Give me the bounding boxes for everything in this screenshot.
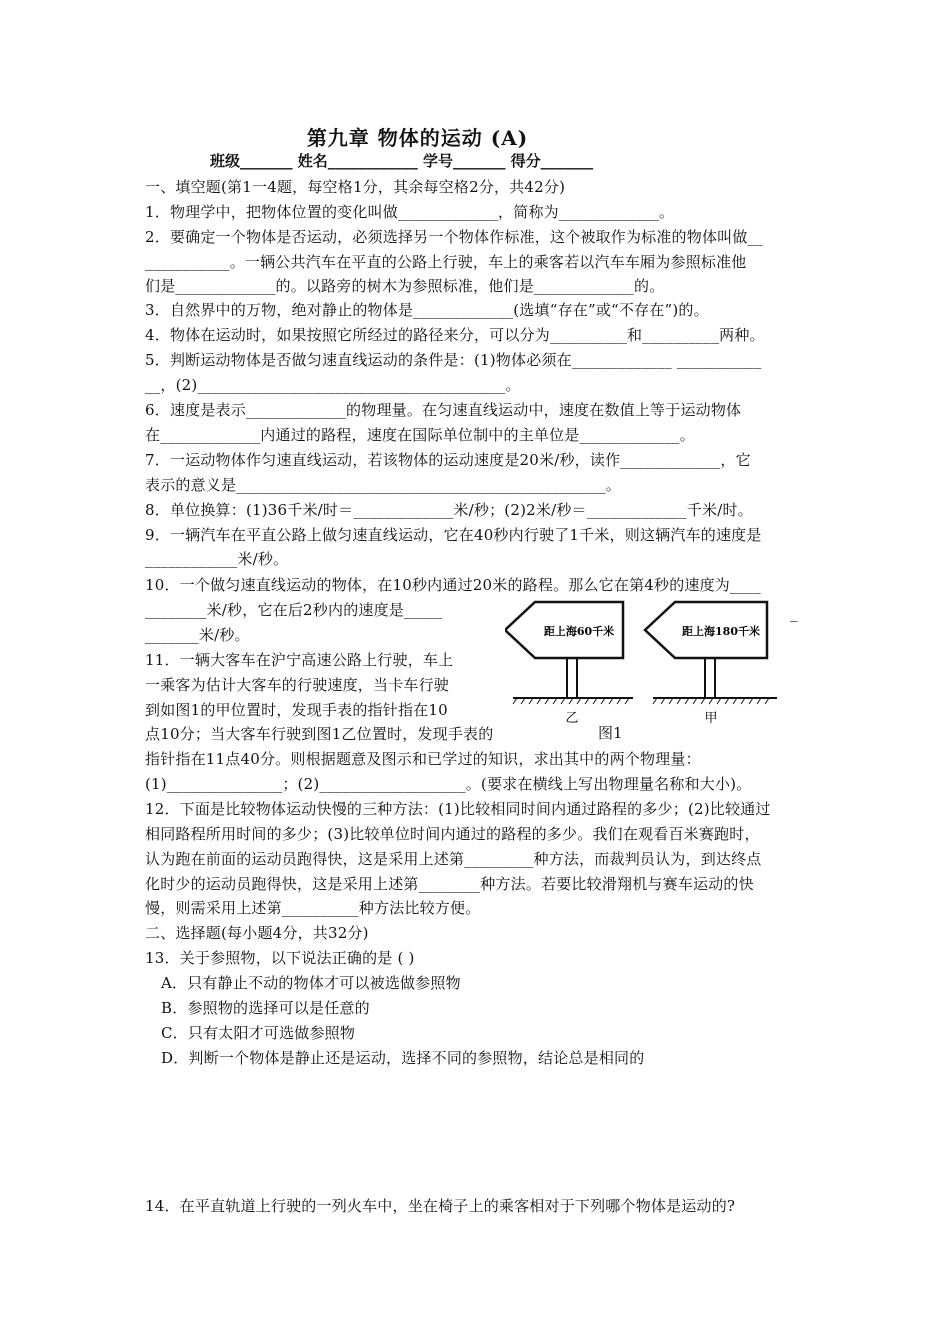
question-14: 14．在平直轨道上行驶的一列火车中，坐在椅子上的乘客相对于下列哪个物体是运动的? [145,1197,736,1215]
question-10-line-1: 10．一个做匀速直线运动的物体，在10秒内通过20米的路程。那么它在第4秒的速度为____ [145,576,761,594]
question-11-line-5: 指针指在11点40分。则根据题意及图示和已学过的知识，求出其中的两个物理量： [145,750,701,768]
question-13: 13．关于参照物，以下说法正确的是 ( ) [145,949,415,967]
sign-yi-text: 距上海60千米 [543,625,615,638]
road-sign-figure [505,598,805,748]
question-9-line-2: ____________米/秒。 [145,550,289,568]
sign-jia-text: 距上海180千米 [682,625,760,638]
figure-caption: 图1 [598,724,623,742]
question-2-line-2: ___________。一辆公共汽车在平直的公路上行驶，车上的乘客若以汽车车厢为参照标准他 [145,253,747,271]
question-2-line-3: 们是_____________的。以路旁的树木为参照标准，他们是_____________的。 [145,277,665,295]
page-title: 第九章 物体的运动 (A) [306,126,529,150]
question-4: 4．物体在运动时，如果按照它所经过的路径来分，可以分为__________和__________两种。 [145,326,765,344]
question-7-line-1: 7．一运动物体作匀速直线运动，若该物体的运动速度是20米/秒，读作_____________，它 [145,451,751,469]
question-8: 8．单位换算：(1)36千米/时＝_____________米/秒；(2)2米/秒＝_____________千米/时。 [145,501,753,519]
question-11-line-2: 一乘客为估计大客车的行驶速度，当卡车行驶 [145,676,450,694]
question-6-line-2: 在_____________内通过的路程，速度在国际单位制中的主单位是_____________。 [145,426,695,444]
question-13-option-c: C．只有太阳才可选做参照物 [161,1024,356,1042]
question-9-line-1: 9．一辆汽车在平直公路上做匀速直线运动，它在40秒内行驶了1千米，则这辆汽车的速度是 [145,526,762,544]
question-5-line-2: __，(2)________________________________________。 [145,376,521,394]
question-12-line-2: 相同路程所用时间的多少；(3)比较单位时间内通过的路程的多少。我们在观看百米赛跑时， [145,825,760,843]
question-12-line-1: 12．下面是比较物体运动快慢的三种方法：(1)比较相同时间内通过路程的多少；(2)比较通过 [145,800,771,818]
section-1-heading: 一、填空题(第1一4题，每空格1分，其余每空格2分，共42分) [145,178,566,196]
question-12-line-3: 认为跑在前面的运动员跑得快，这是采用上述第_________种方法，而裁判员认为，到达终点 [145,850,762,868]
question-13-option-d: D．判断一个物体是静止还是运动，选择不同的参照物，结论总是相同的 [161,1049,645,1067]
question-12-line-5: 慢，则需采用上述第__________种方法比较方便。 [145,899,481,917]
question-13-option-a: A．只有静止不动的物体才可以被选做参照物 [161,974,461,992]
question-3: 3．自然界中的万物，绝对静止的物体是_____________(选填“存在”或“不存在”)的。 [145,301,709,319]
question-10-line-3: _______米/秒。 [145,626,250,644]
question-6-line-1: 6．速度是表示_____________的物理量。在匀速直线运动中，速度在数值上等于运动物体 [145,401,742,419]
question-5-line-1: 5．判断运动物体是否做匀速直线运动的条件是：(1)物体必须在_____________ ___________ [145,351,762,369]
sign-jia [645,602,777,726]
question-7-line-2: 表示的意义是________________________________________________。 [145,476,622,494]
question-13-option-b: B．参照物的选择可以是任意的 [161,999,370,1017]
question-2-line-1: 2．要确定一个物体是否运动，必须选择另一个物体作标准，这个被取作为标准的物体叫做__ [145,228,763,246]
sign-jia-label: 甲 [704,711,718,726]
section-2-heading: 二、选择题(每小题4分，共32分) [145,924,369,942]
question-11-line-4: 点10分；当大客车行驶到图1乙位置时，发现手表的 [145,725,494,743]
student-info-line: 班级_______ 姓名____________ 学号_______ 得分_______ [210,152,594,170]
sign-yi-label: 乙 [565,711,579,726]
question-1: 1．物理学中，把物体位置的变化叫做_____________，简称为_____________。 [145,203,675,221]
stray-dash: _ [790,604,798,622]
question-10-line-2: ________米/秒，它在后2秒内的速度是_____ [145,601,443,619]
question-11-line-6: (1)_______________；(2)___________________。(要求在横线上写出物理量名称和大小)。 [145,775,752,793]
question-11-line-3: 到如图1的甲位置时，发现手表的指针指在10 [145,701,448,719]
sign-yi [505,602,633,726]
question-11-line-1: 11．一辆大客车在沪宁高速公路上行驶，车上 [145,651,454,669]
question-12-line-4: 化时少的运动员跑得快，这是采用上述第________种方法。若要比较滑翔机与赛车运动的快 [145,875,754,893]
